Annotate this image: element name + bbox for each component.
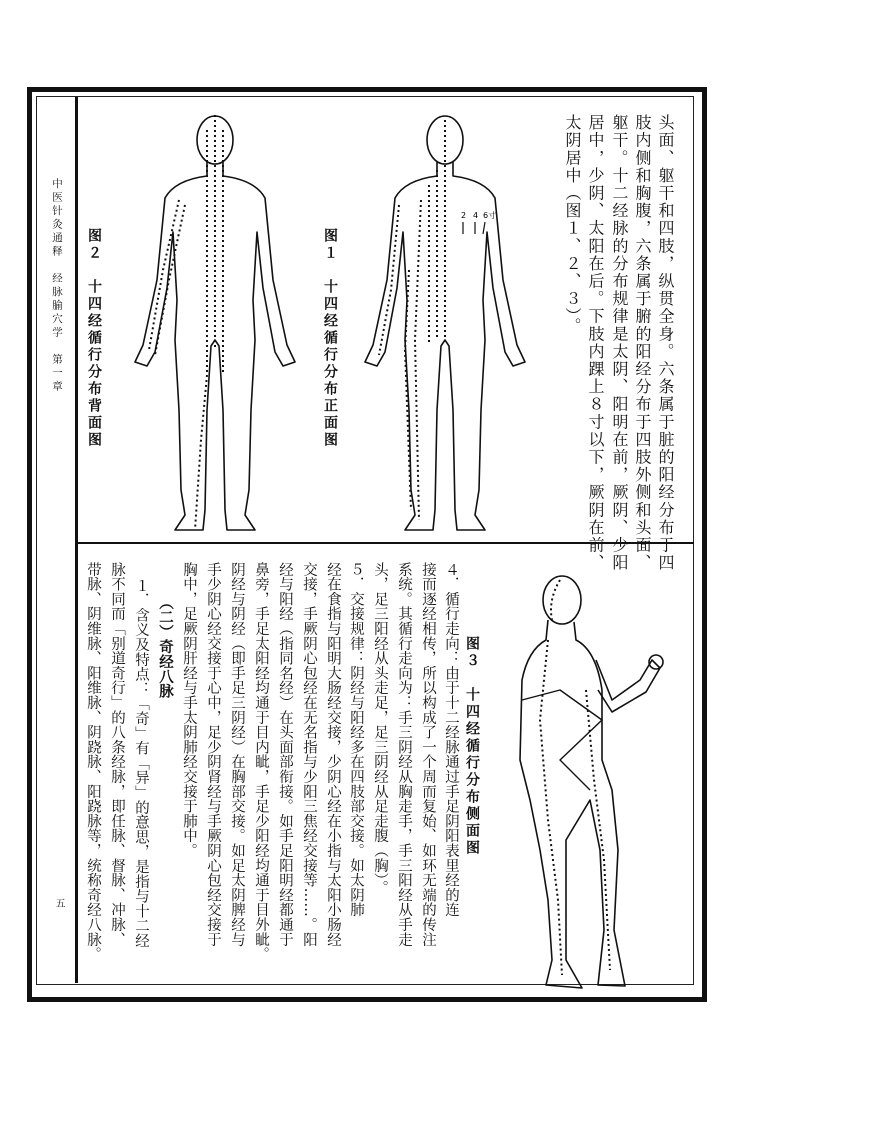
body-text-line: 带脉、阴维脉、阳维脉、阴跷脉、阳跷脉等，统称奇经八脉。 <box>85 562 101 962</box>
section-heading: （二）奇经八脉 <box>157 595 173 699</box>
body-text-line: １．含义及特点：「奇」有「异」的意思，是指与十二经 <box>133 578 149 948</box>
figure-1-caption: 图１ 十四经循行分布正面图 <box>322 228 338 449</box>
body-text-line: 阴经与阴经（即手足三阴经）在胸部交接。如足太阴脾经与 <box>229 562 245 947</box>
body-text-line: 胸中，足厥阴肝经与手太阴肺经交接于肺中。 <box>181 562 197 858</box>
body-text-line: ５．交接规律：阴经与阳经多在四肢部交接。如太阴肺 <box>348 562 364 918</box>
top-text-line: 头面、躯干和四肢，纵贯全身。六条属于脏的阳经分布于四 <box>656 114 675 572</box>
page-number: 五 <box>53 898 64 908</box>
body-text-line: 手少阴心经交接于心中，足少阴肾经与手厥阴心包经交接于 <box>205 562 221 947</box>
scale-label: 2 <box>461 211 467 220</box>
body-text-line: 系统。其循行走向为：手三阴经从胸走手，手三阳经从手走 <box>396 562 412 947</box>
figure-2-caption: 图２ 十四经循行分布背面图 <box>86 228 102 449</box>
body-text-line: 经在食指与阳明大肠经交接，少阴心经在小指与太阳小肠经 <box>325 562 341 947</box>
body-text-line: 脉不同而「别道奇行」的八条经脉，即任脉、督脉、冲脉、 <box>109 562 125 947</box>
body-text-line: ４．循行走向：由于十二经脉通过手足阴阳表里经的连 <box>443 562 459 918</box>
body-text-line: 交接，手厥阴心包经在无名指与少阳三焦经交接等……。阳 <box>301 562 317 947</box>
body-text-line: 接而逐经相传，所以构成了一个周而复始、如环无端的传注 <box>420 562 436 947</box>
figure-2-back-body <box>135 115 295 530</box>
body-text-line: 头，足三阳经从头走足，足三阴经从足走腹（胸）。 <box>372 562 388 896</box>
body-text-line: 鼻旁，手足太阳经均通于目内眦，手足少阳经均通于目外眦。 <box>253 562 269 962</box>
figure-1-front-body <box>365 116 525 530</box>
scale-label: 4 <box>473 211 479 220</box>
figure-3-caption: 图３ 十四经循行分布侧面图 <box>464 636 480 857</box>
figure-3-side-body <box>520 576 663 988</box>
body-text-line: 经与阳经（指同名经）在头面部衔接。如手足阳明经都通于 <box>277 562 293 947</box>
top-text-line: 太阴居中（图１、２、３）。 <box>563 114 582 335</box>
top-text-line: 躯干。十二经脉的分布规律是太阴、阳明在前，厥阴、少阳 <box>610 114 629 572</box>
running-header: 中医针灸通释 经脉腧穴学 第一章 <box>51 178 63 394</box>
scale-label: 6寸 <box>483 211 497 220</box>
top-text-line: 居中，少阴、太阳在后。下肢内踝上８寸以下，厥阴在前、 <box>586 114 605 572</box>
top-text-line: 肢内侧和胸腹，六条属于腑的阳经分布于四肢外侧和头面、 <box>633 114 652 572</box>
